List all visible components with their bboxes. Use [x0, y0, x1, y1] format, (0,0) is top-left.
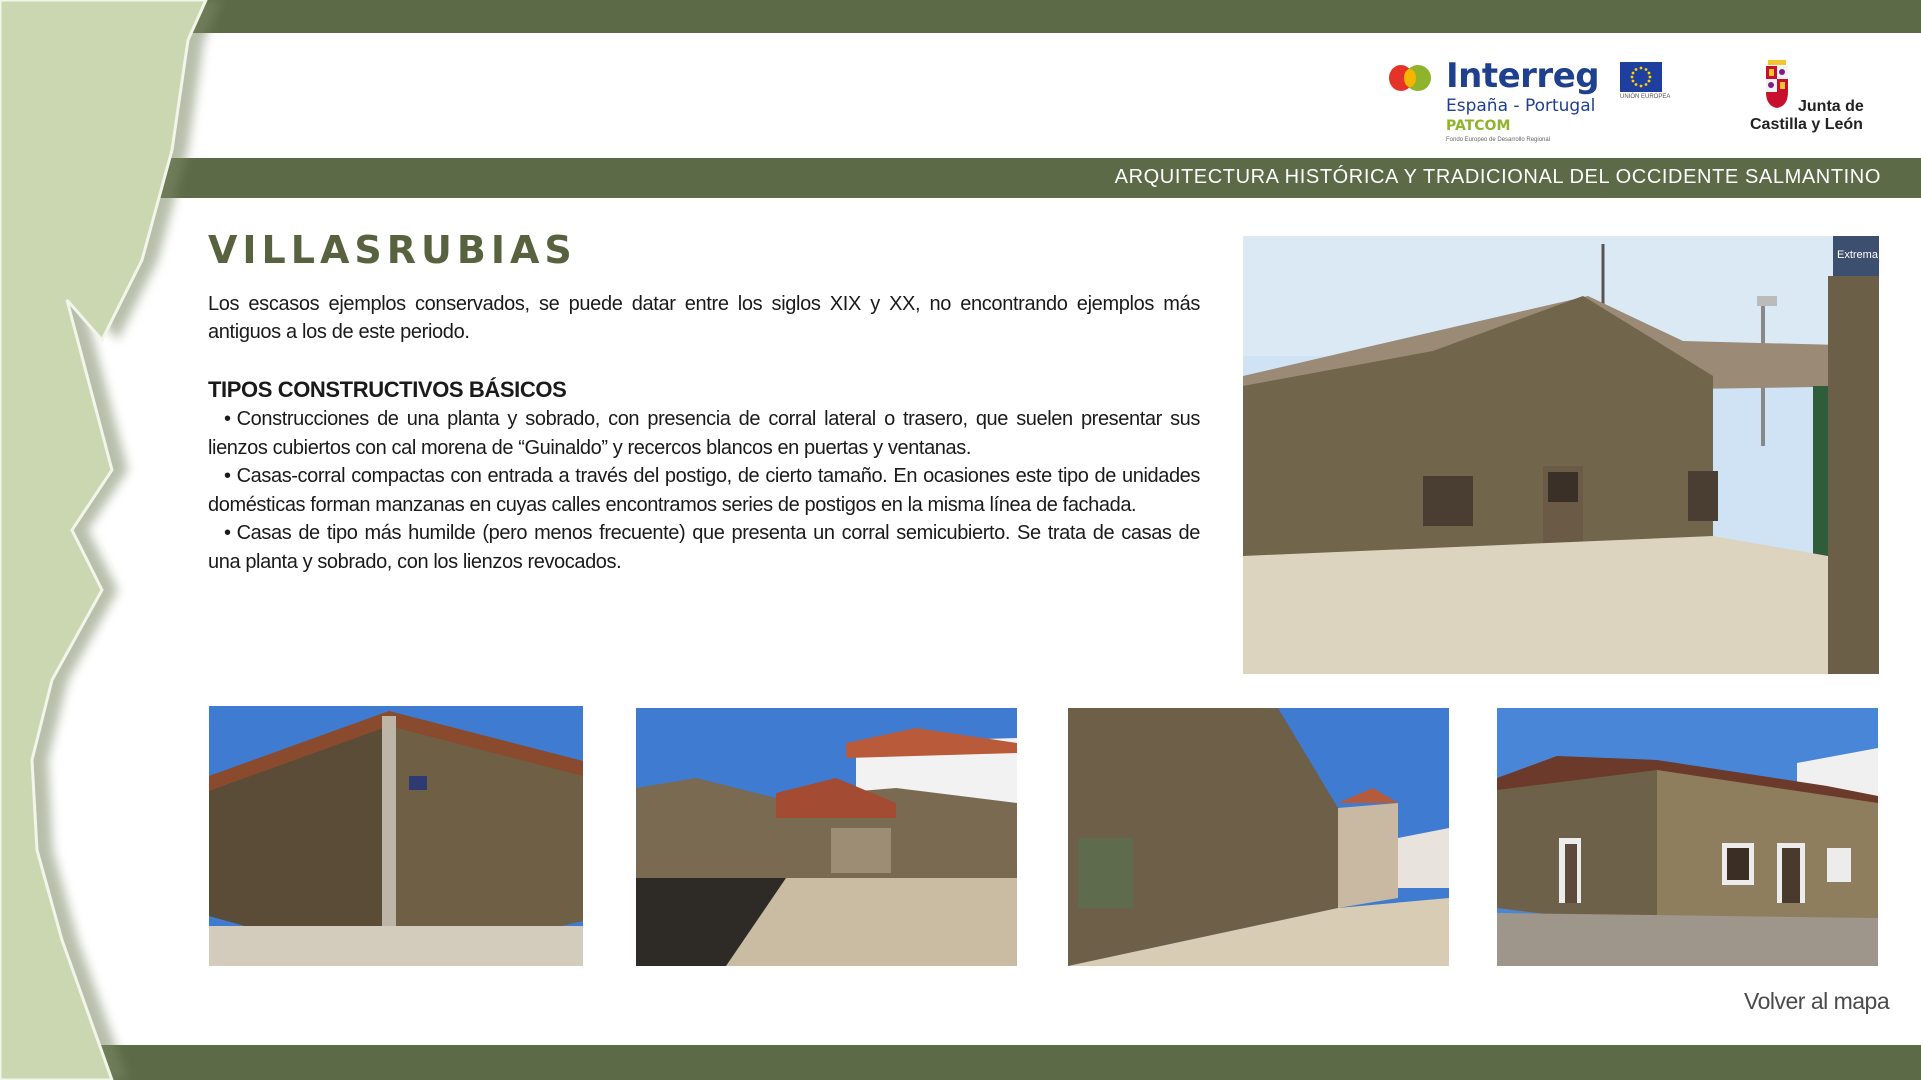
jcyl-name-line1: Junta de — [1798, 98, 1864, 115]
list-item — [208, 462, 1200, 519]
interreg-subtitle: España - Portugal — [1446, 96, 1596, 116]
bottom-bar — [0, 1045, 1921, 1080]
interreg-logo — [1388, 56, 1671, 148]
interreg-program: PATCOM — [1446, 118, 1511, 134]
eu-caption: UNIÓN EUROPEA — [1620, 94, 1671, 100]
photo-corral-wall — [636, 708, 1017, 966]
photo-plastered-house — [1497, 708, 1878, 966]
interreg-wordmark: Interreg — [1446, 56, 1600, 96]
street-sign-text: Extrema — [1837, 249, 1878, 261]
banner-title: ARQUITECTURA HISTÓRICA Y TRADICIONAL DEL OCCIDENTE SALMANTINO — [1114, 166, 1881, 188]
list-item — [208, 519, 1200, 576]
list-item-text: Casas de tipo más humilde (pero menos frecuente) que presenta un corral semicubierto. Se trata de casas de una planta y sobrado, con los lienzos revocados. — [208, 522, 1200, 573]
list-item — [208, 405, 1200, 462]
page-title: VILLASRUBIAS — [208, 228, 577, 272]
back-to-map-link[interactable]: Volver al mapa — [1744, 988, 1890, 1014]
jcyl-name-line2: Castilla y León — [1750, 116, 1863, 133]
title-band — [160, 158, 1921, 198]
photo-stone-corner — [209, 706, 583, 966]
top-bar — [0, 0, 1921, 33]
bullet-list — [208, 405, 1200, 576]
eu-flag-icon — [1620, 62, 1662, 92]
interreg-fund: Fondo Europeo de Desarrollo Regional — [1446, 137, 1551, 143]
interreg-mark-icon — [1388, 62, 1432, 94]
jcyl-logo — [1746, 60, 1886, 140]
intro-paragraph: Los escasos ejemplos conservados, se puede datar entre los siglos XIX y XX, no encontrando ejemplos más antiguos a los de este periodo. — [208, 293, 1200, 343]
list-item-text: Construcciones de una planta y sobrado, con presencia de corral lateral o trasero, que suelen presentar sus lienzos cubiertos con cal morena de “Guinaldo” y recercos blancos en puertas y ventanas. — [208, 408, 1200, 459]
section-heading: TIPOS CONSTRUCTIVOS BÁSICOS — [208, 377, 567, 402]
list-item-text: Casas-corral compactas con entrada a través del postigo, de cierto tamaño. En ocasiones este tipo de unidades domésticas forman manzanas en cuyas calles encontramos series de postigos en la misma línea de fachada. — [208, 465, 1200, 516]
main-photo-stone-house — [1243, 236, 1879, 674]
left-decorative-panel — [0, 0, 230, 1080]
photo-stone-street — [1068, 708, 1449, 966]
coat-of-arms-icon — [1760, 60, 1794, 110]
bullet-icon: • — [224, 465, 231, 487]
bullet-icon: • — [224, 408, 231, 430]
bullet-icon: • — [224, 522, 231, 544]
